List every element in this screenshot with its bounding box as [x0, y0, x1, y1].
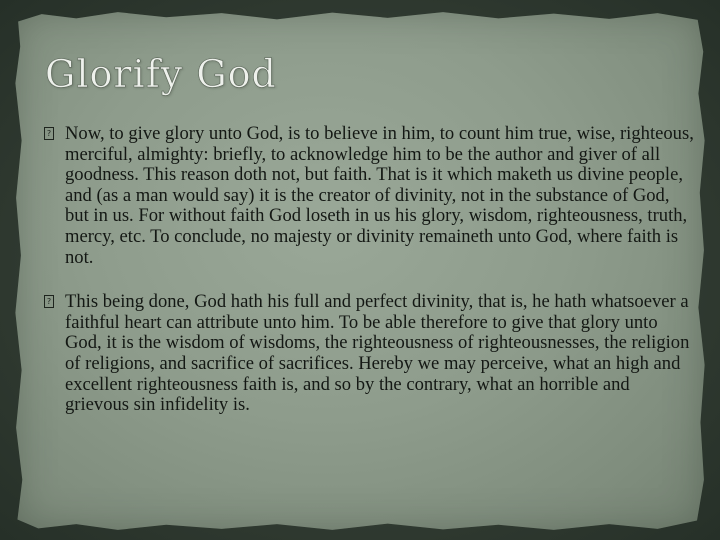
slide-body [44, 124, 694, 440]
paragraph-2-text: This being done, God hath his full and perfect divinity, that is, he hath whatsoever a faithful heart can attribute unto him. To be able therefore to give that glory unto God, it is the wisdom of wisdoms, the righteousness of righteousnesses, the religion of religions, and sacrifice of sacrifices. Hereby we may perceive, what an high and excellent righteousness faith is, and so by the contrary, what an horrible and grievous sin infidelity is. [65, 291, 690, 416]
missing-glyph-bullet-icon: ? [44, 127, 54, 140]
paragraph-1 [44, 124, 694, 268]
slide-title: Glorify God [45, 52, 277, 96]
paragraph-2 [44, 292, 694, 416]
paragraph-1-text: Now, to give glory unto God, is to believe in him, to count him true, wise, righteous, merciful, almighty: briefly, to acknowledge him to be the author and giver of all goodness. This reason doth not, but faith. That is it which maketh us divine people, and (as a man would say) it is the creator of divinity, not in the substance of God, but in us. For without faith God loseth in us his glory, wisdom, righteousness, truth, mercy, etc. To conclude, no majesty or divinity remaineth unto God, where faith is not. [65, 123, 694, 268]
missing-glyph-bullet-icon: ? [44, 295, 54, 308]
